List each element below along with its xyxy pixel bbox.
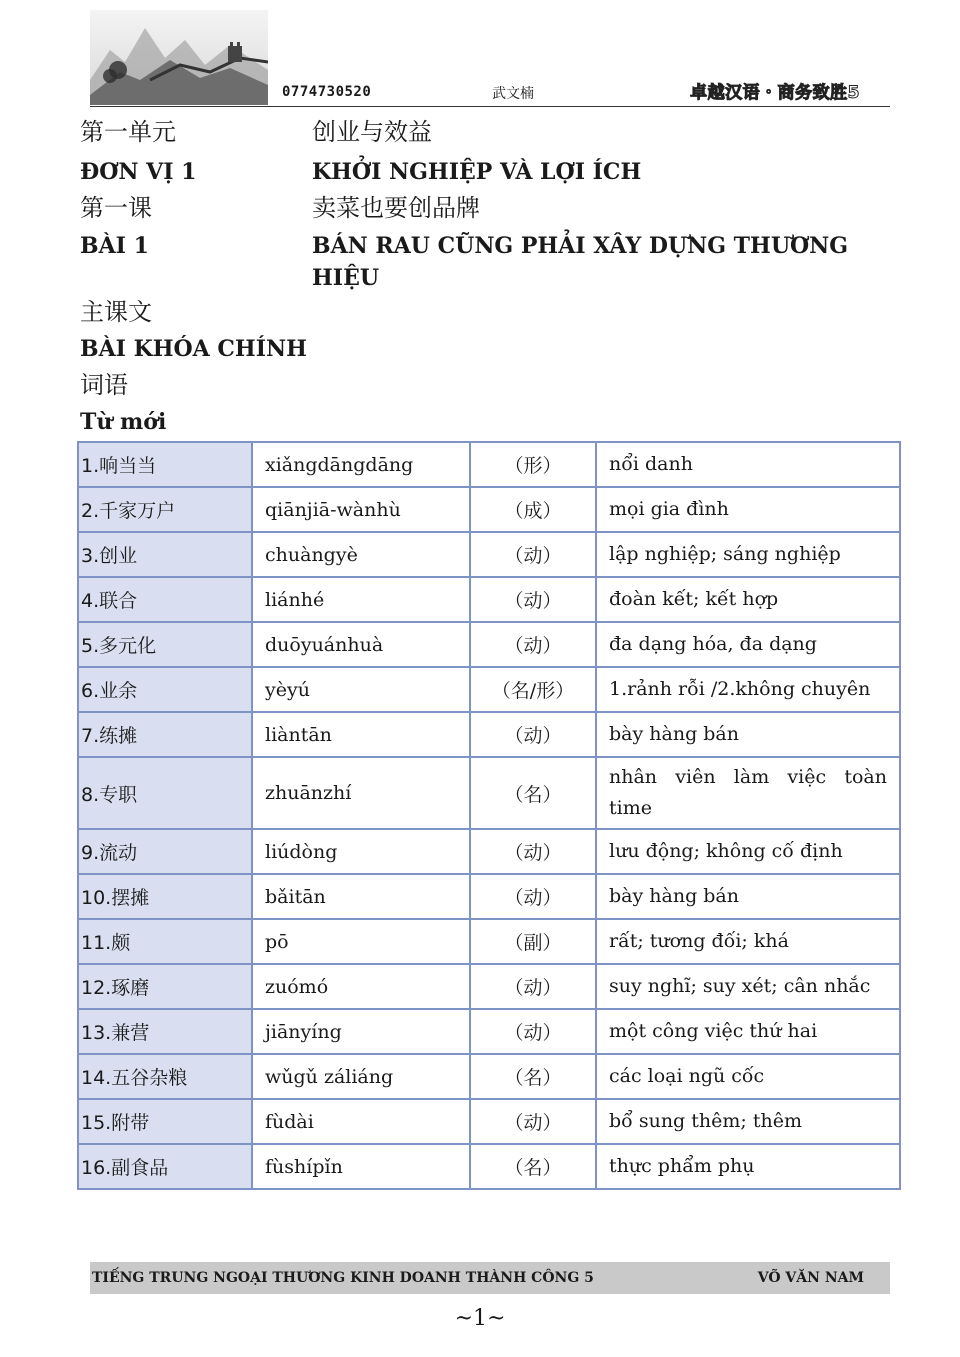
vocab-table-body: [78, 442, 900, 1189]
vocab-meaning: các loại ngũ cốc: [596, 1054, 900, 1099]
vocab-word: 9.流动: [78, 829, 252, 874]
unit-label-zh: 第一单元: [80, 118, 176, 146]
table-row: [78, 1144, 900, 1189]
vocab-pos: （动）: [470, 874, 596, 919]
vocab-word: 1.响当当: [78, 442, 252, 487]
vocab-meaning: rất; tương đối; khá: [596, 919, 900, 964]
vocab-heading-vi: Từ mới: [80, 409, 167, 435]
table-row: [78, 964, 900, 1009]
vocab-pos: （动）: [470, 964, 596, 1009]
header-author-name: 武文楠: [492, 86, 534, 102]
vocab-pos: （成）: [470, 487, 596, 532]
lesson-label-vi: BÀI 1: [80, 233, 149, 259]
table-row: [78, 712, 900, 757]
vocab-word: 11.颇: [78, 919, 252, 964]
vocab-word: 15.附带: [78, 1099, 252, 1144]
unit-title-zh: 创业与效益: [312, 118, 432, 146]
main-text-heading-zh: 主课文: [80, 298, 152, 326]
vocab-word: 6.业余: [78, 667, 252, 712]
vocab-pos: （副）: [470, 919, 596, 964]
vocab-pinyin: wǔgǔ záliáng: [252, 1054, 470, 1099]
vocab-word: 2.千家万户: [78, 487, 252, 532]
unit-label-vi: ĐƠN VỊ 1: [80, 159, 197, 185]
vocab-pinyin: chuàngyè: [252, 532, 470, 577]
vocab-pinyin: jiānyíng: [252, 1009, 470, 1054]
vocab-pos: （名）: [470, 1054, 596, 1099]
vocab-word: 4.联合: [78, 577, 252, 622]
header-phone: 0774730520: [282, 84, 372, 100]
vocab-pinyin: fùshípǐn: [252, 1144, 470, 1189]
vocab-meaning: một công việc thứ hai: [596, 1009, 900, 1054]
lesson-title-zh: 卖菜也要创品牌: [312, 194, 480, 222]
table-row: [78, 667, 900, 712]
vocab-pinyin: zuómó: [252, 964, 470, 1009]
vocab-meaning: suy nghĩ; suy xét; cân nhắc: [596, 964, 900, 1009]
vocab-pos: （动）: [470, 712, 596, 757]
table-row: [78, 757, 900, 829]
vocab-meaning: thực phẩm phụ: [596, 1144, 900, 1189]
table-row: [78, 919, 900, 964]
vocab-pos: （形）: [470, 442, 596, 487]
vocab-pos: （名/形）: [470, 667, 596, 712]
vocab-pinyin: liàntān: [252, 712, 470, 757]
lesson-title-zh-row: [80, 192, 910, 228]
vocab-meaning: đa dạng hóa, đa dạng: [596, 622, 900, 667]
vocab-pos: （动）: [470, 829, 596, 874]
page-footer: [90, 1262, 890, 1294]
vocab-meaning: lập nghiệp; sáng nghiệp: [596, 532, 900, 577]
vocab-pos: （动）: [470, 1099, 596, 1144]
main-text-heading-vi: BÀI KHÓA CHÍNH: [80, 336, 307, 362]
vocab-pinyin: liúdòng: [252, 829, 470, 874]
footer-book-title: TIẾNG TRUNG NGOẠI THƯƠNG KINH DOANH THÀNH CÔNG 5: [92, 1270, 594, 1286]
header-brand: 卓越汉语・商务致胜5: [690, 83, 860, 103]
vocab-word: 7.练摊: [78, 712, 252, 757]
vocab-meaning: bổ sung thêm; thêm: [596, 1099, 900, 1144]
unit-title-vi-row: [80, 156, 910, 192]
table-row: [78, 577, 900, 622]
vocab-pinyin: duōyuánhuà: [252, 622, 470, 667]
table-row: [78, 874, 900, 919]
vocab-pinyin: fùdài: [252, 1099, 470, 1144]
vocab-word: 3.创业: [78, 532, 252, 577]
vocab-meaning: mọi gia đình: [596, 487, 900, 532]
lesson-title-vi: BÁN RAU CŨNG PHẢI XÂY DỰNG THƯƠNG HIỆU: [312, 233, 849, 291]
unit-title-vi: KHỞI NGHIỆP VÀ LỢI ÍCH: [312, 159, 642, 185]
page-number: ~1~: [454, 1306, 506, 1331]
vocab-pinyin: qiānjiā-wànhù: [252, 487, 470, 532]
vocab-meaning: nổi danh: [596, 442, 900, 487]
table-row: [78, 1054, 900, 1099]
table-row: [78, 622, 900, 667]
vocab-pinyin: zhuānzhí: [252, 757, 470, 829]
page-header: [90, 10, 890, 107]
vocab-pos: （动）: [470, 1009, 596, 1054]
vocab-word: 14.五谷杂粮: [78, 1054, 252, 1099]
great-wall-image: [90, 10, 268, 105]
vocab-pinyin: pō: [252, 919, 470, 964]
table-row: [78, 1099, 900, 1144]
vocab-meaning: đoàn kết; kết hợp: [596, 577, 900, 622]
vocab-meaning: bày hàng bán: [596, 712, 900, 757]
vocab-heading-zh: 词语: [80, 371, 128, 399]
vocab-pinyin: xiǎngdāngdāng: [252, 442, 470, 487]
table-row: [78, 442, 900, 487]
vocab-pinyin: bǎitān: [252, 874, 470, 919]
vocab-word: 10.摆摊: [78, 874, 252, 919]
vocab-pos: （名）: [470, 757, 596, 829]
unit-title-zh-row: [80, 116, 910, 152]
vocab-pinyin: yèyú: [252, 667, 470, 712]
vocab-word: 13.兼营: [78, 1009, 252, 1054]
table-row: [78, 829, 900, 874]
vocab-word: 16.副食品: [78, 1144, 252, 1189]
table-row: [78, 487, 900, 532]
vocab-pos: （名）: [470, 1144, 596, 1189]
vocab-meaning: lưu động; không cố định: [596, 829, 900, 874]
vocab-pos: （动）: [470, 622, 596, 667]
lesson-label-zh: 第一课: [80, 194, 152, 222]
vocab-table: [77, 441, 901, 1190]
lesson-title-vi-row: [80, 230, 910, 291]
vocab-pinyin: liánhé: [252, 577, 470, 622]
vocab-word: 12.琢磨: [78, 964, 252, 1009]
vocab-word: 8.专职: [78, 757, 252, 829]
vocab-meaning: nhân viên làm việc toàn time: [596, 757, 900, 829]
vocab-meaning: 1.rảnh rỗi /2.không chuyên: [596, 667, 900, 712]
vocab-pos: （动）: [470, 532, 596, 577]
vocab-word: 5.多元化: [78, 622, 252, 667]
vocab-meaning: bày hàng bán: [596, 874, 900, 919]
table-row: [78, 532, 900, 577]
table-row: [78, 1009, 900, 1054]
vocab-pos: （动）: [470, 577, 596, 622]
footer-author: VÕ VĂN NAM: [757, 1270, 864, 1286]
